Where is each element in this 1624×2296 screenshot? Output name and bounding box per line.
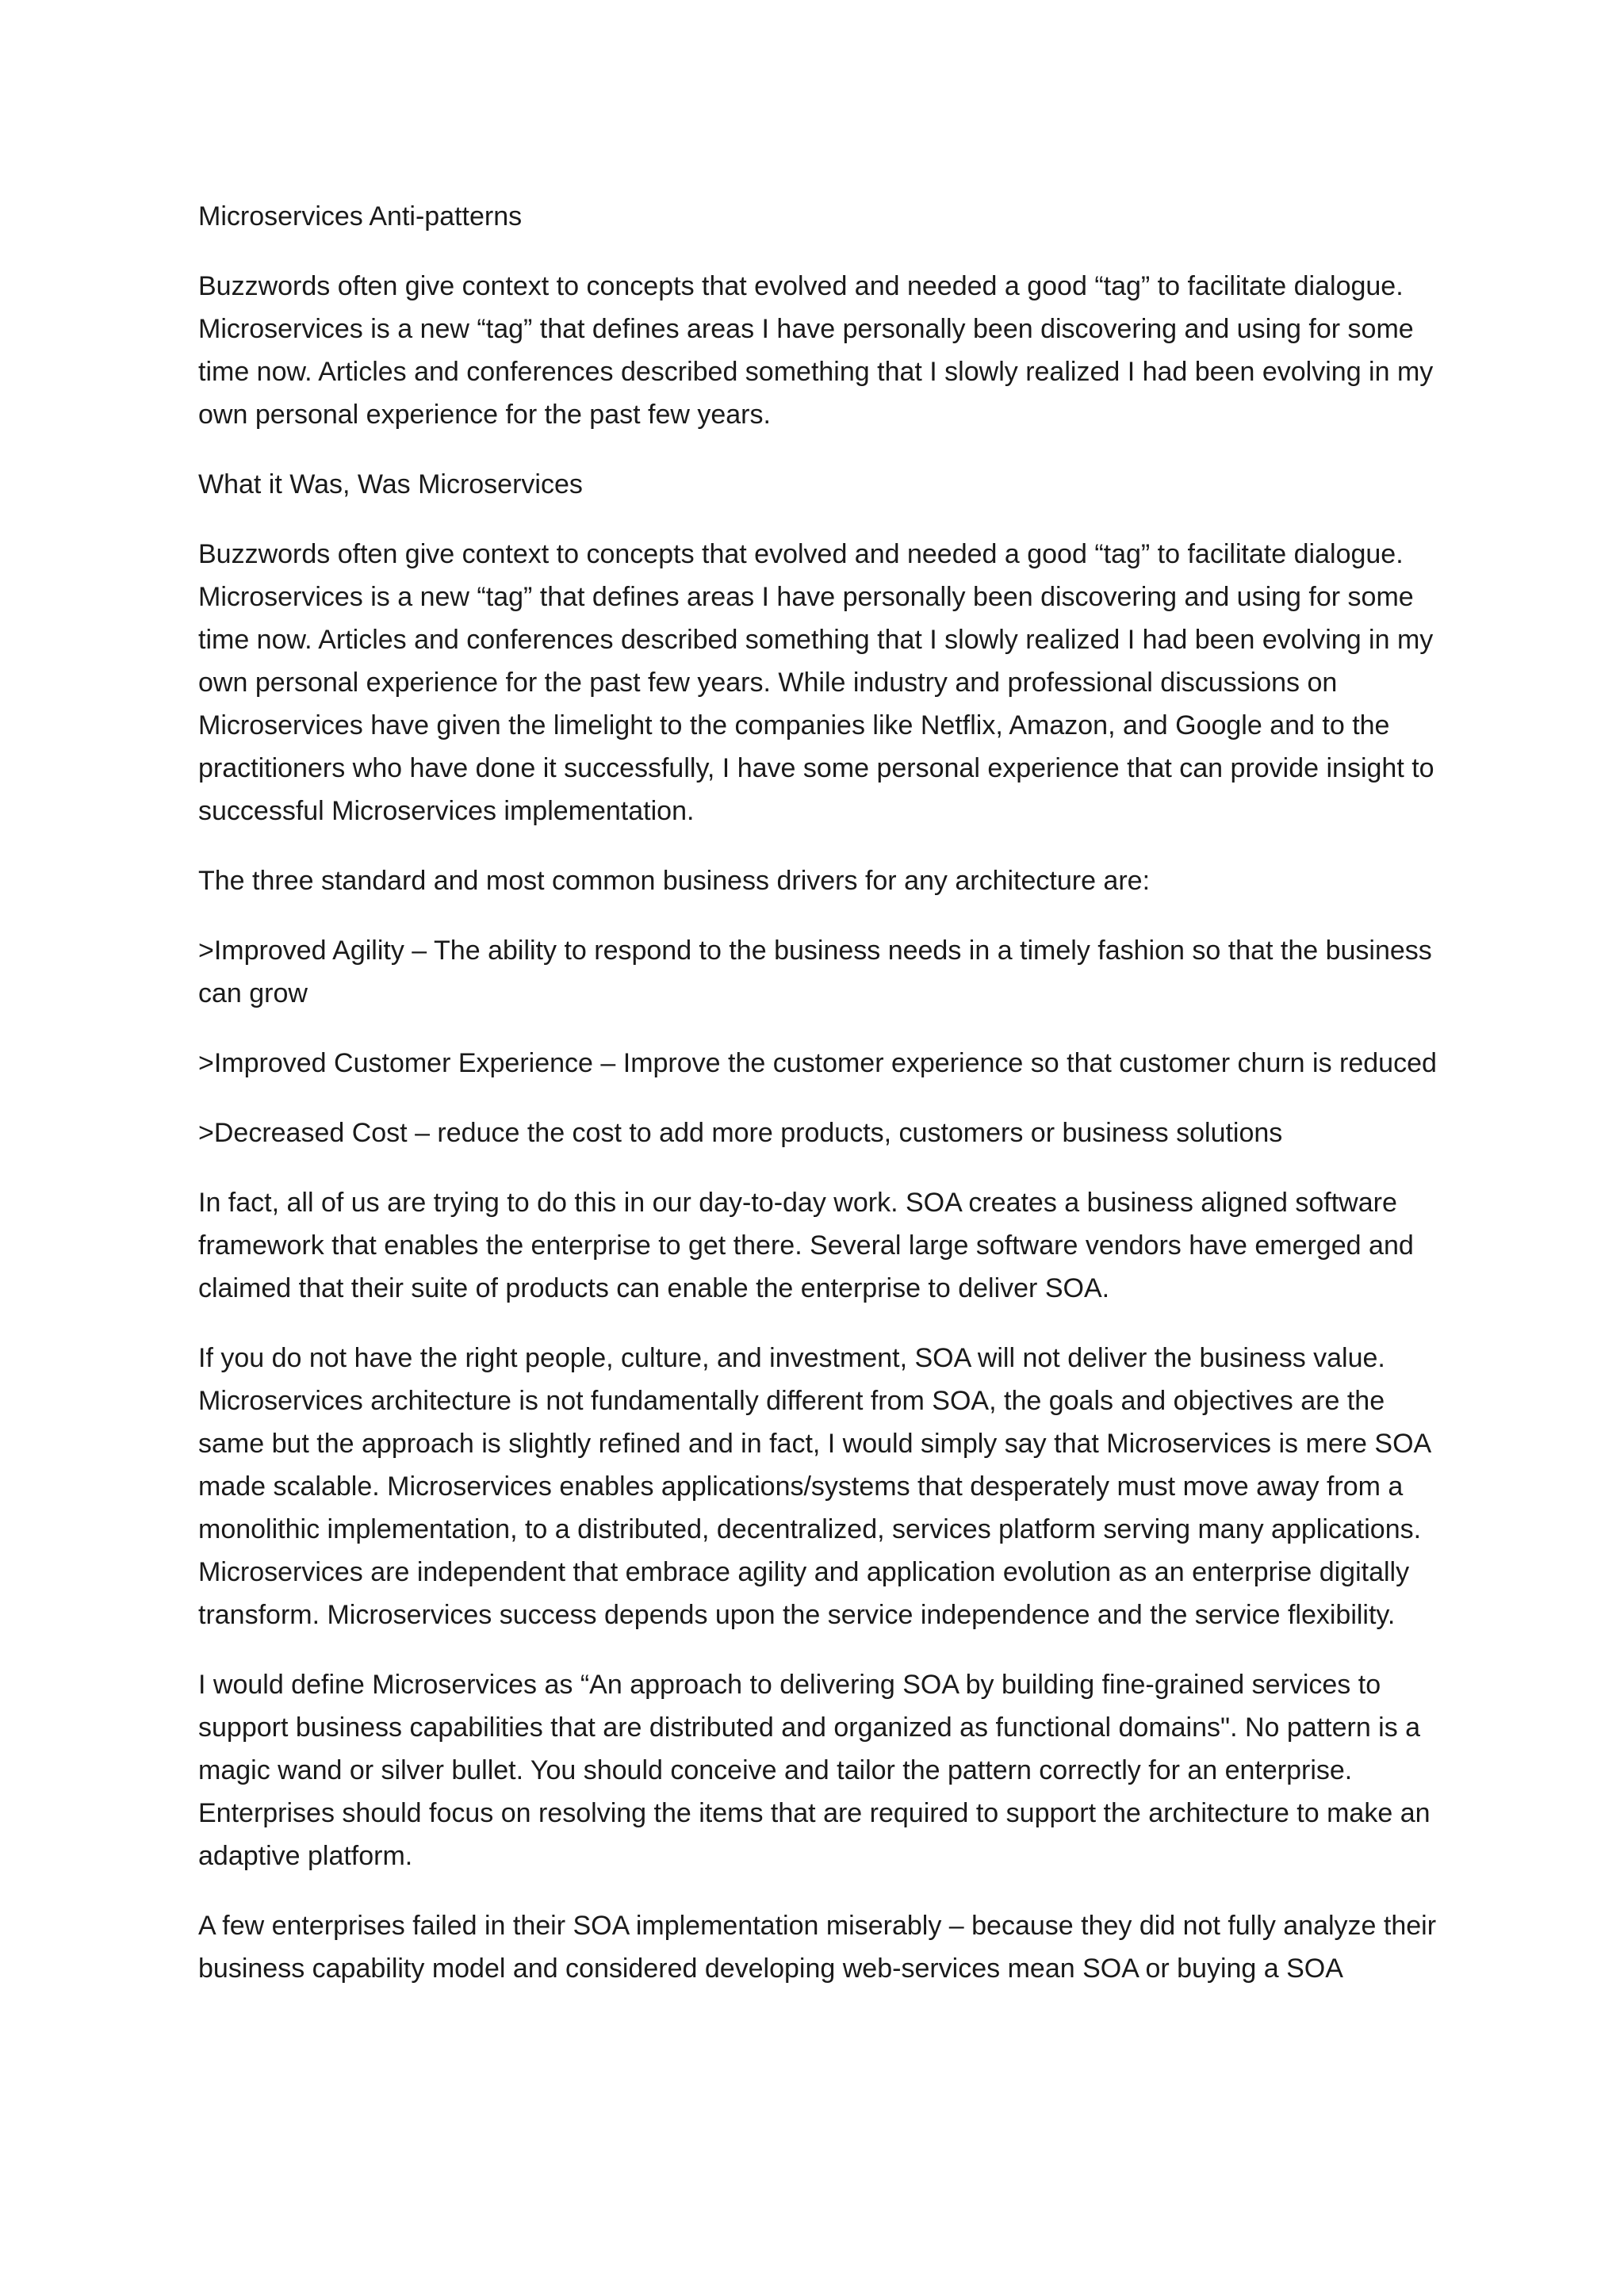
body-paragraph-soa: In fact, all of us are trying to do this in our day-to-day work. SOA creates a business aligned software framework that enables the enterprise to get there. Several large software vendors have emerged and claimed that their suite of products can enable the enterprise to deliver SOA. bbox=[198, 1188, 1414, 1303]
body-paragraph-people: If you do not have the right people, culture, and investment, SOA will not deliver the business value. Microservices architecture is not fundamentally different from SOA, the goals and objectives are the same but the approach is slightly refined and in fact, I would simply say that Microservices is mere SOA made scalable. Microservices enables applications/systems that desperately must move away from a monolithic implementation, to a distributed, decentralized, services platform serving many applications. Microservices are independent that embrace agility and application evolution as an enterprise digitally transform. Microservices success depends upon the service independence and the service flexibility. bbox=[198, 1343, 1431, 1630]
driver-item-cost: >Decreased Cost – reduce the cost to add more products, customers or business solutions bbox=[198, 1118, 1283, 1148]
body-paragraph: Buzzwords often give context to concepts that evolved and needed a good “tag” to facilitate dialogue. Microservices is a new “tag” that defines areas I have personally been discovering and using for some time now. Articles and conferences described something that I slowly realized I had been evolving in my own personal experience for the past few years. While industry and professional discussions on Microservices have given the limelight to the companies like Netflix, Amazon, and Google and to the practitioners who have done it successfully, I have some personal experience that can provide insight to successful Microservices implementation. bbox=[198, 539, 1434, 826]
driver-item-customer-experience: >Improved Customer Experience – Improve the customer experience so that customer churn is reduced bbox=[198, 1048, 1437, 1078]
document-body bbox=[198, 195, 1443, 2017]
drivers-intro: The three standard and most common business drivers for any architecture are: bbox=[198, 866, 1151, 896]
intro-paragraph: Buzzwords often give context to concepts that evolved and needed a good “tag” to facilitate dialogue. Microservices is a new “tag” that defines areas I have personally been discovering and using for some time now. Articles and conferences described something that I slowly realized I had been evolving in my own personal experience for the past few years. bbox=[198, 271, 1434, 430]
body-paragraph-failures: A few enterprises failed in their SOA implementation miserably – because they did not fully analyze their business capability model and considered developing web-services mean SOA or buying a SOA bbox=[198, 1911, 1437, 1984]
section-heading: What it Was, Was Microservices bbox=[198, 469, 583, 499]
body-paragraph-definition: I would define Microservices as “An approach to delivering SOA by building fine-grained services to support business capabilities that are distributed and organized as functional domains". No pattern is a magic wand or silver bullet. You should conceive and tailor the pattern correctly for an enterprise. Enterprises should focus on resolving the items that are required to support the architecture to make an adaptive platform. bbox=[198, 1670, 1431, 1871]
document-title: Microservices Anti-patterns bbox=[198, 201, 523, 232]
driver-item-agility: >Improved Agility – The ability to respond to the business needs in a timely fashion so that the business can grow bbox=[198, 936, 1432, 1008]
